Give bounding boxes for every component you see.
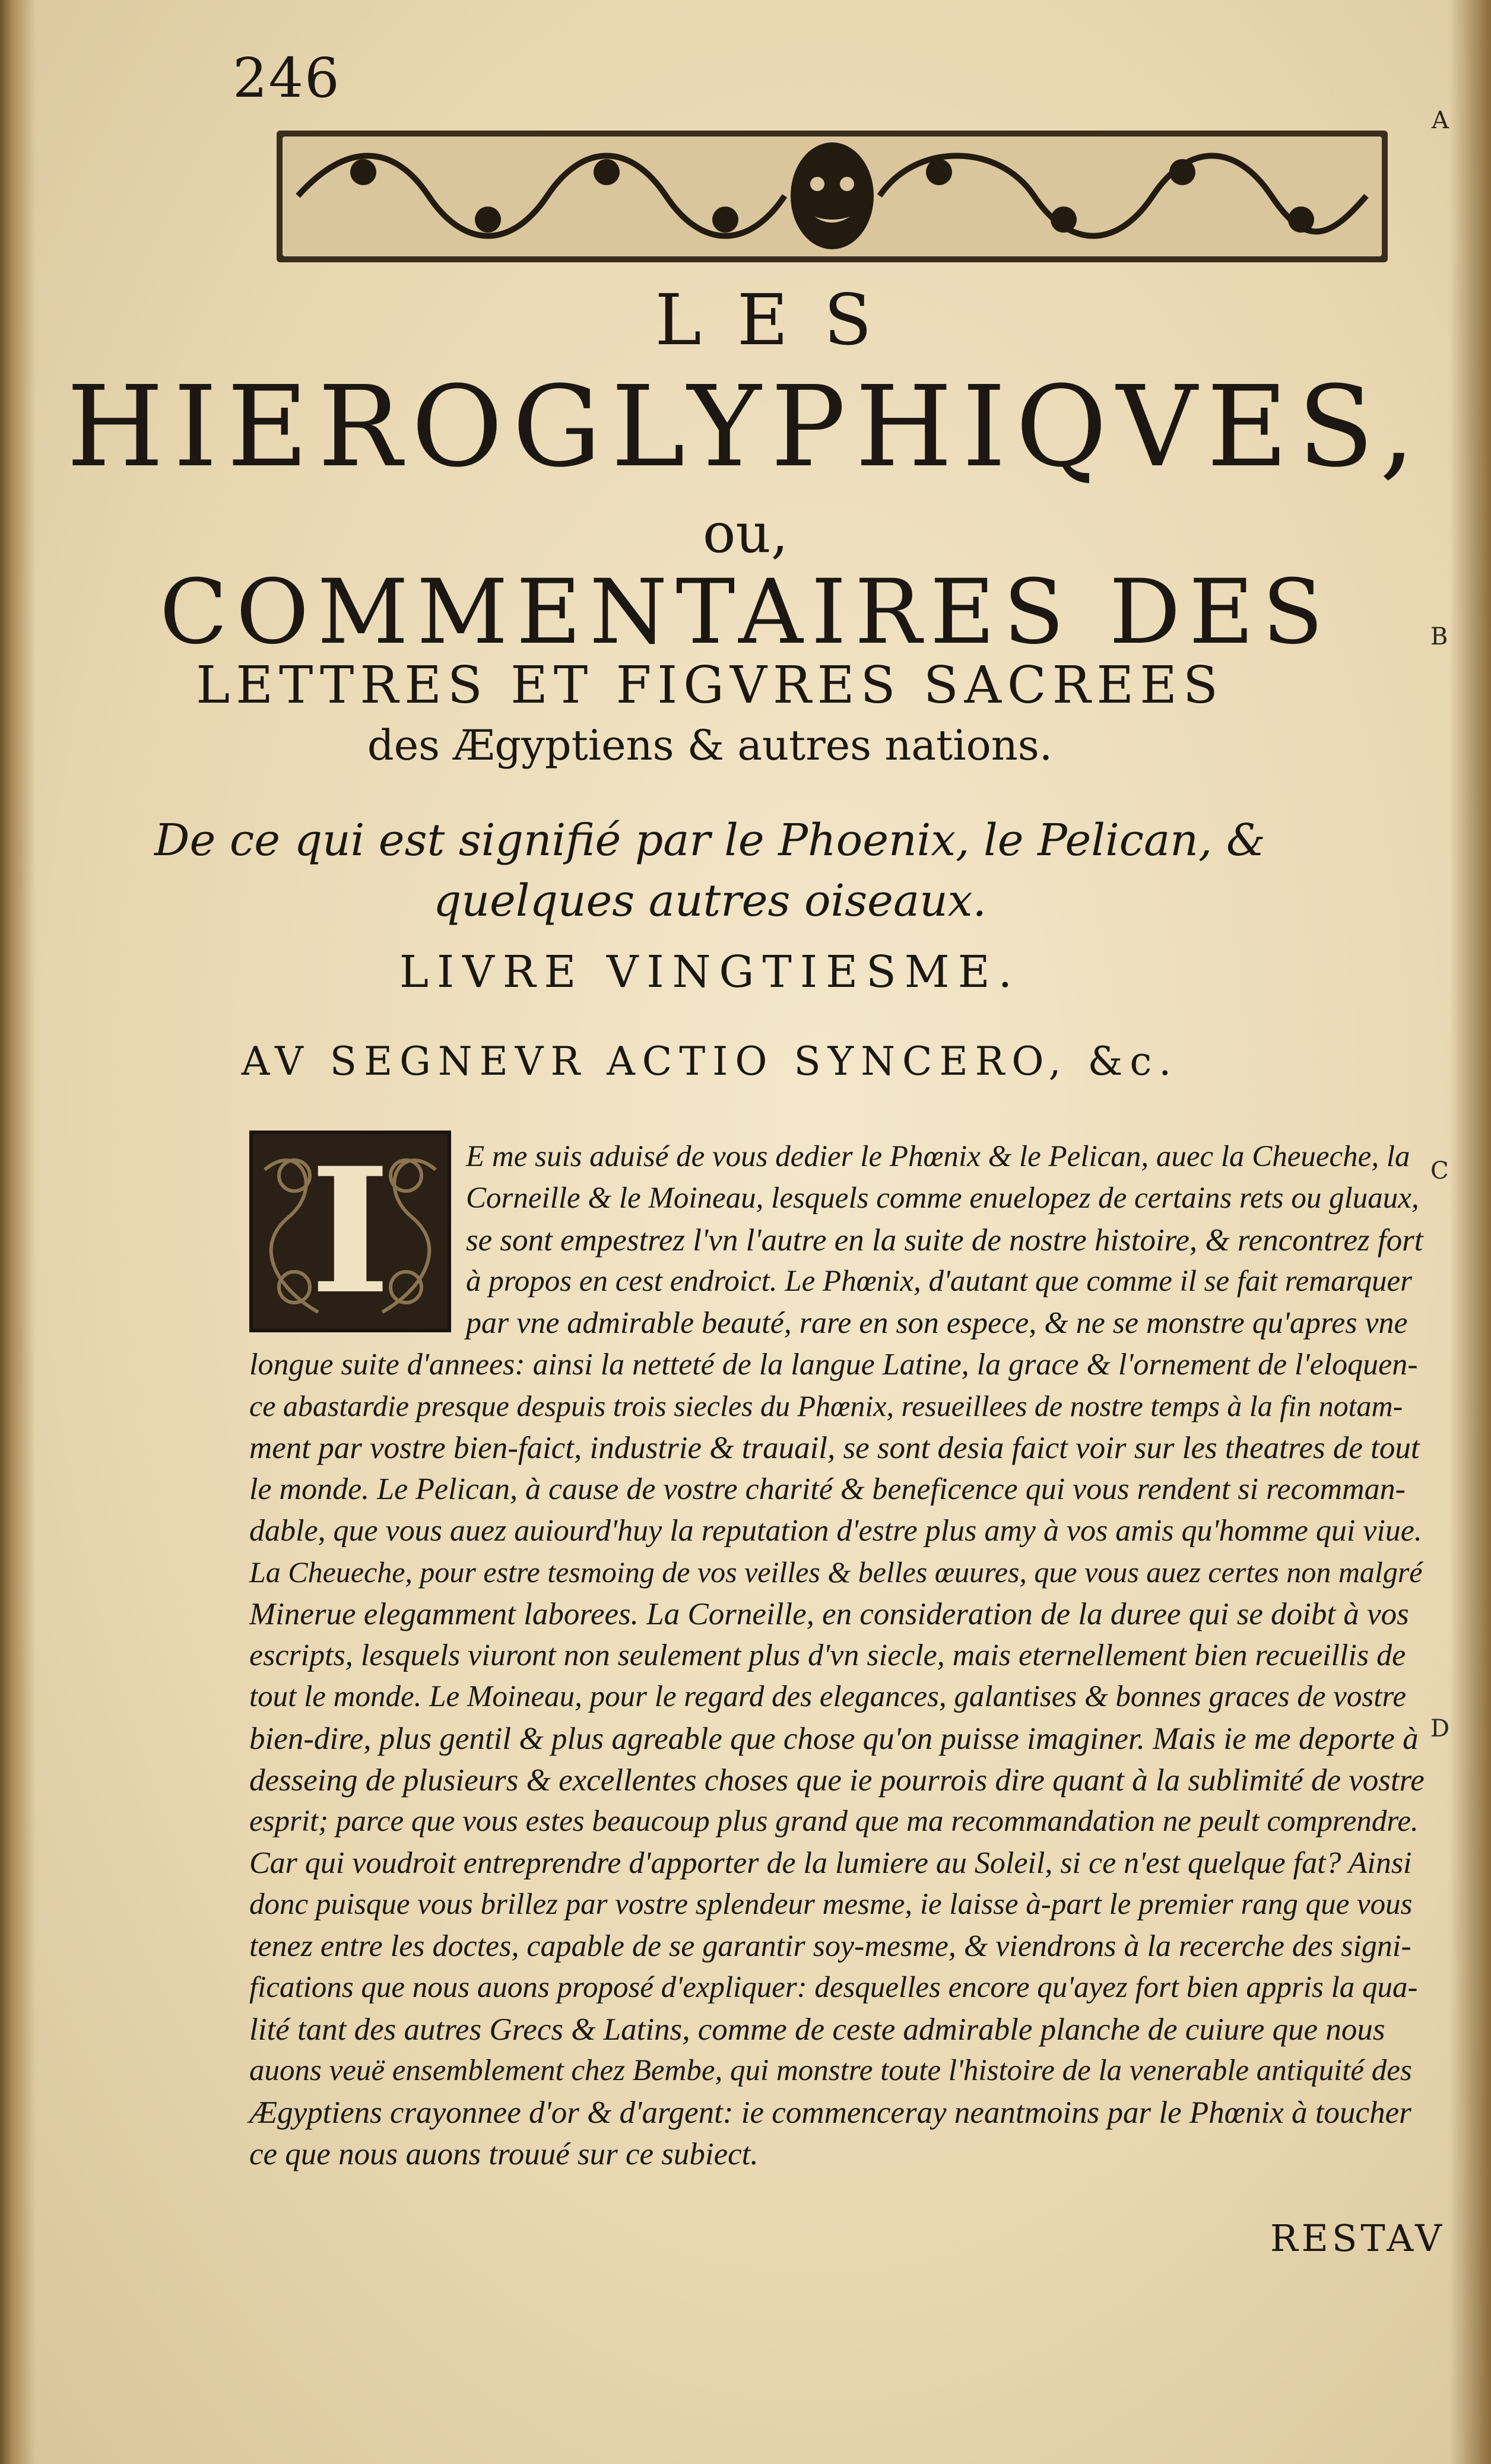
catchword: RESTAV — [1270, 2217, 1445, 2260]
margin-letter-d: D — [1430, 1715, 1450, 1742]
ornate-initial-icon — [249, 1131, 451, 1332]
body-line: Minerue elegamment laborees. La Corneille, en consideration de la duree qui se doibt à vos — [249, 1597, 1409, 1631]
body-line: E me suis aduisé de vous dedier le Phœnix & le Pelican, auec la Cheueche, la — [466, 1140, 1410, 1173]
body-line: ment par vostre bien-faict, industrie & trauail, se sont desia faict voir sur les theatres de tout — [249, 1431, 1420, 1465]
body-line: longue suite d'annees: ainsi la netteté de la langue Latine, la grace & l'ornement de l'eloquen- — [249, 1348, 1418, 1382]
title-les: LES — [655, 279, 908, 361]
title-commentaires: COMMENTAIRES DES — [159, 561, 1332, 664]
margin-letter-b: B — [1430, 623, 1448, 650]
title-ou: ou, — [703, 501, 788, 565]
subtitle-line: quelques autres oiseaux. — [433, 875, 986, 926]
title-egyptiens: des Ægyptiens & autres nations. — [367, 721, 1053, 770]
body-line: lité tant des autres Grecs & Latins, comme de ceste admirable planche de cuiure que nous — [249, 2012, 1385, 2047]
dedication-heading: AV SEGNEVR ACTIO SYNCERO, &c. — [241, 1039, 1179, 1084]
body-line: fications que nous auons proposé d'expliquer: desquelles encore qu'ayez fort bien appris la qua- — [249, 1971, 1418, 2004]
subtitle — [0, 810, 1455, 931]
body-line: auons veuë ensemblement chez Bembe, qui monstre toute l'histoire de la venerable antiquité des — [249, 2054, 1412, 2087]
body-line: bien-dire, plus gentil & plus agreable que chose qu'on puisse imaginer. Mais ie me deporte à — [249, 1722, 1419, 1756]
title-hieroglyphiques: HIEROGLYPHIQVES, — [66, 362, 1425, 492]
margin-letter-c: C — [1430, 1157, 1449, 1185]
margin-letter-a: A — [1432, 107, 1449, 134]
body-line: Car qui voudroit entreprendre d'apporter de la lumiere au Soleil, si ce n'est quelque fat? Ainsi — [249, 1846, 1412, 1880]
body-line: ce que nous auons trouué sur ce subiect. — [249, 2137, 759, 2171]
book-heading: LIVRE VINGTIESME. — [399, 947, 1021, 998]
body-line: se sont empestrez l'vn l'autre en la suite de nostre histoire, & rencontrez fort — [466, 1223, 1423, 1258]
body-line: par vne admirable beauté, rare en son espece, & ne se monstre qu'apres vne — [466, 1306, 1408, 1340]
body-line: tout le monde. Le Moineau, pour le regard des elegances, galantises & bonnes graces de vostre — [249, 1680, 1406, 1713]
body-line: esprit; parce que vous estes beaucoup plus grand que ma recommandation ne peult comprendre. — [249, 1805, 1419, 1838]
body-line: ce abastardie presque despuis trois siecles du Phœnix, resueillees de nostre temps à la fin notam- — [249, 1389, 1403, 1422]
body-line: desseing de plusieurs & excellentes choses que ie pourrois dire quant à la sublimité de vostre — [249, 1763, 1425, 1798]
body-line: La Cheueche, pour estre tesmoing de vos veilles & belles œuures, que vous auez certes non malgré — [249, 1555, 1423, 1589]
subtitle-line: De ce qui est signifié par le Phoenix, le Pelican, & — [154, 815, 1265, 866]
body-line: le monde. Le Pelican, à cause de vostre charité & beneficence qui vous rendent si recomman- — [249, 1472, 1406, 1506]
body-line: dable, que vous auez auiourd'huy la reputation d'estre plus amy à vos amis qu'homme qui viue. — [249, 1514, 1422, 1548]
drop-cap-letter: I — [310, 1131, 391, 1332]
body-line: Ægyptiens crayonnee d'or & d'argent: ie commenceray neantmoins par le Phœnix à toucher — [249, 2095, 1411, 2130]
body-line: escripts, lesquels viuront non seulement plus d'vn siecle, mais eternellement bien recueillis de — [249, 1639, 1406, 1672]
body-line: Corneille & le Moineau, lesquels comme enuelopez de certains rets ou gluaux, — [466, 1182, 1419, 1215]
page-number: 246 — [233, 46, 341, 110]
ornamental-headpiece-icon — [274, 119, 1390, 273]
body-line: donc puisque vous brillez par vostre splendeur mesme, ie laisse à-part le premier rang que vous — [249, 1888, 1413, 1921]
body-line: tenez entre les doctes, capable de se garantir soy-mesme, & viendrons à la recerche des signi- — [249, 1929, 1411, 1963]
title-lettres: LETTRES ET FIGVRES SACREES — [196, 656, 1224, 715]
body-line: à propos en cest endroict. Le Phœnix, d'autant que comme il se fait remarquer — [466, 1265, 1413, 1298]
